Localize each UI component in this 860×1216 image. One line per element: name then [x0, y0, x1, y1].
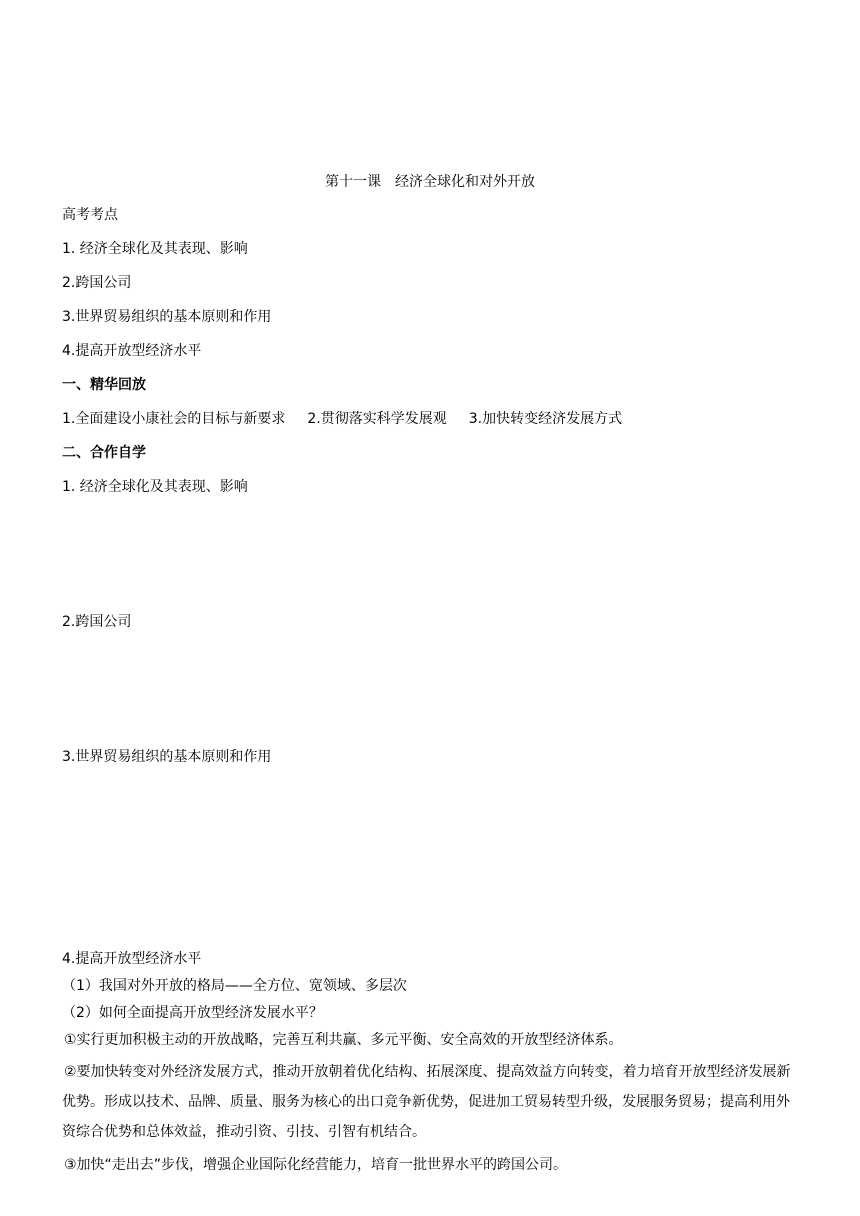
coop-point-2: （2）如何全面提高开放型经济发展水平？ [62, 1005, 323, 1021]
section-heading-coop: 二、合作自学 [62, 445, 146, 461]
page-title: 第十一课 经济全球化和对外开放 [325, 174, 535, 190]
coop-section-4: 4.提高开放型经济水平 [62, 951, 202, 967]
section-heading-kaodian: 高考考点 [62, 207, 118, 223]
kaodian-item-2: 2.跨国公司 [62, 275, 132, 291]
kaodian-item-4: 4.提高开放型经济水平 [62, 343, 202, 359]
kaodian-item-1: 1. 经济全球化及其表现、影响 [62, 241, 248, 257]
review-item-1: 1.全面建设小康社会的目标与新要求 [62, 411, 286, 427]
coop-point-1: （1）我国对外开放的格局——全方位、宽领域、多层次 [62, 978, 407, 994]
review-items [62, 409, 622, 429]
review-item-3: 3.加快转变经济发展方式 [468, 411, 623, 427]
coop-section-2: 2.跨国公司 [62, 614, 132, 630]
content-paragraph-1: ①实行更加积极主动的开放战略，完善互利共赢、多元平衡、安全高效的开放型经济体系。 [64, 1032, 623, 1048]
kaodian-item-3: 3.世界贸易组织的基本原则和作用 [62, 309, 272, 325]
review-item-2: 2.贯彻落实科学发展观 [307, 411, 447, 427]
coop-section-1: 1. 经济全球化及其表现、影响 [62, 479, 248, 495]
content-paragraph-3: ③加快“走出去”步伐，增强企业国际化经营能力，培育一批世界水平的跨国公司。 [64, 1157, 568, 1173]
coop-section-3: 3.世界贸易组织的基本原则和作用 [62, 749, 272, 765]
content-paragraph-2: ②要加快转变对外经济发展方式，推动开放朝着优化结构、拓展深度、提高效益方向转变，着力培育开放型经济发展新优势。形成以技术、品牌、质量、服务为核心的出口竞争新优势，促进加工贸易转型升级，发展服务贸易；提高利用外资综合优势和总体效益，推动引资、引技、引智有机结合。 [62, 1064, 791, 1140]
section-heading-review: 一、精华回放 [62, 377, 146, 393]
